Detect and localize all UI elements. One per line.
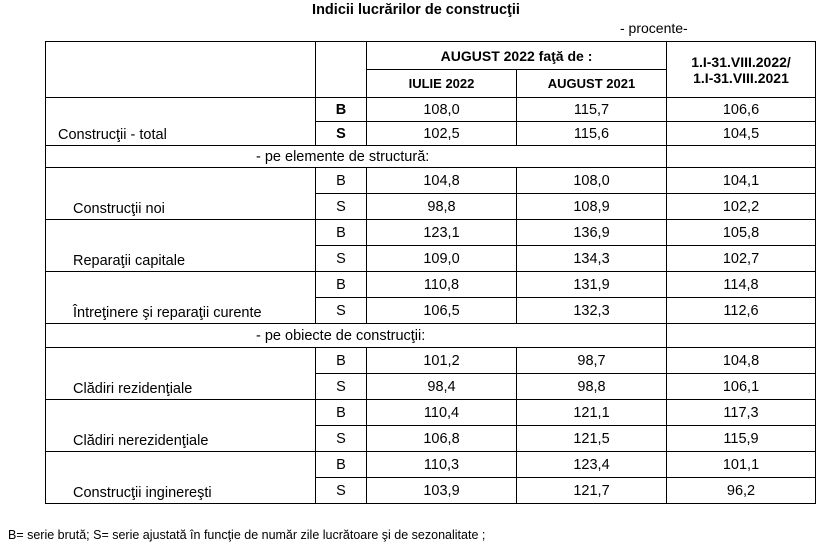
header-cumulative-line2: 1.I-31.VIII.2021 <box>693 69 789 86</box>
value-cell: 108,0 <box>367 98 517 122</box>
series-tag: S <box>316 478 367 504</box>
row-label-intretinere: Întreţinere şi reparaţii curente <box>46 272 316 324</box>
header-cumulative-line1: 1.I-31.VIII.2022/ <box>691 53 791 70</box>
value-cell: 114,8 <box>667 272 816 298</box>
header-empty-label <box>46 42 316 98</box>
value-cell: 115,7 <box>517 98 667 122</box>
value-cell: 98,8 <box>367 194 517 220</box>
value-cell: 134,3 <box>517 246 667 272</box>
series-tag: B <box>316 452 367 478</box>
value-cell: 121,1 <box>517 400 667 426</box>
series-tag: B <box>316 168 367 194</box>
table-row <box>46 98 816 122</box>
header-row-1 <box>46 42 816 70</box>
series-tag: B <box>316 348 367 374</box>
value-cell: 98,8 <box>517 374 667 400</box>
value-cell: 104,5 <box>667 122 816 146</box>
header-empty-tag <box>316 42 367 98</box>
row-label-capitale: Reparaţii capitale <box>46 220 316 272</box>
value-cell: 96,2 <box>667 478 816 504</box>
section-row <box>46 146 816 168</box>
section-obiecte: - pe obiecte de construcţii: <box>46 324 667 348</box>
series-tag: S <box>316 122 367 146</box>
value-cell: 123,1 <box>367 220 517 246</box>
row-label-rezidentiale: Clădiri rezidenţiale <box>46 348 316 400</box>
section-empty-cell <box>667 146 816 168</box>
series-tag: S <box>316 298 367 324</box>
row-label-nerezidentiale: Clădiri nerezidenţiale <box>46 400 316 452</box>
value-cell: 110,8 <box>367 272 517 298</box>
value-cell: 104,1 <box>667 168 816 194</box>
value-cell: 101,2 <box>367 348 517 374</box>
header-group: AUGUST 2022 faţă de : <box>367 42 667 70</box>
value-cell: 115,9 <box>667 426 816 452</box>
value-cell: 131,9 <box>517 272 667 298</box>
table-row <box>46 400 816 426</box>
series-tag: B <box>316 98 367 122</box>
section-empty-cell <box>667 324 816 348</box>
unit-label: - procente- <box>620 20 688 36</box>
footnote: B= serie brută; S= serie ajustată în funcţie de număr zile lucrătoare şi de sezonalitate ; <box>8 528 486 542</box>
value-cell: 105,8 <box>667 220 816 246</box>
value-cell: 110,3 <box>367 452 517 478</box>
value-cell: 106,8 <box>367 426 517 452</box>
series-tag: S <box>316 374 367 400</box>
value-cell: 108,9 <box>517 194 667 220</box>
header-col-august: AUGUST 2021 <box>517 70 667 98</box>
value-cell: 102,5 <box>367 122 517 146</box>
value-cell: 103,9 <box>367 478 517 504</box>
table-row <box>46 168 816 194</box>
header-cumulative <box>667 42 816 98</box>
series-tag: B <box>316 400 367 426</box>
value-cell: 102,2 <box>667 194 816 220</box>
table-row <box>46 272 816 298</box>
value-cell: 98,7 <box>517 348 667 374</box>
series-tag: S <box>316 426 367 452</box>
value-cell: 112,6 <box>667 298 816 324</box>
indices-table <box>45 41 816 504</box>
value-cell: 117,3 <box>667 400 816 426</box>
value-cell: 121,5 <box>517 426 667 452</box>
value-cell: 109,0 <box>367 246 517 272</box>
value-cell: 102,7 <box>667 246 816 272</box>
value-cell: 104,8 <box>367 168 517 194</box>
value-cell: 98,4 <box>367 374 517 400</box>
series-tag: S <box>316 246 367 272</box>
row-label-noi: Construcţii noi <box>46 168 316 220</box>
section-structura: - pe elemente de structură: <box>46 146 667 168</box>
series-tag: S <box>316 194 367 220</box>
value-cell: 106,5 <box>367 298 517 324</box>
value-cell: 132,3 <box>517 298 667 324</box>
value-cell: 108,0 <box>517 168 667 194</box>
table-row <box>46 348 816 374</box>
row-label-total: Construcţii - total <box>46 98 316 146</box>
value-cell: 110,4 <box>367 400 517 426</box>
row-label-ingineresti: Construcţii inginereşti <box>46 452 316 504</box>
value-cell: 136,9 <box>517 220 667 246</box>
table-row <box>46 452 816 478</box>
value-cell: 115,6 <box>517 122 667 146</box>
value-cell: 104,8 <box>667 348 816 374</box>
series-tag: B <box>316 220 367 246</box>
series-tag: B <box>316 272 367 298</box>
value-cell: 106,6 <box>667 98 816 122</box>
value-cell: 121,7 <box>517 478 667 504</box>
header-col-iulie: IULIE 2022 <box>367 70 517 98</box>
table-row <box>46 220 816 246</box>
section-row <box>46 324 816 348</box>
table-title: Indicii lucrărilor de construcţii <box>312 2 520 18</box>
value-cell: 101,1 <box>667 452 816 478</box>
value-cell: 123,4 <box>517 452 667 478</box>
value-cell: 106,1 <box>667 374 816 400</box>
